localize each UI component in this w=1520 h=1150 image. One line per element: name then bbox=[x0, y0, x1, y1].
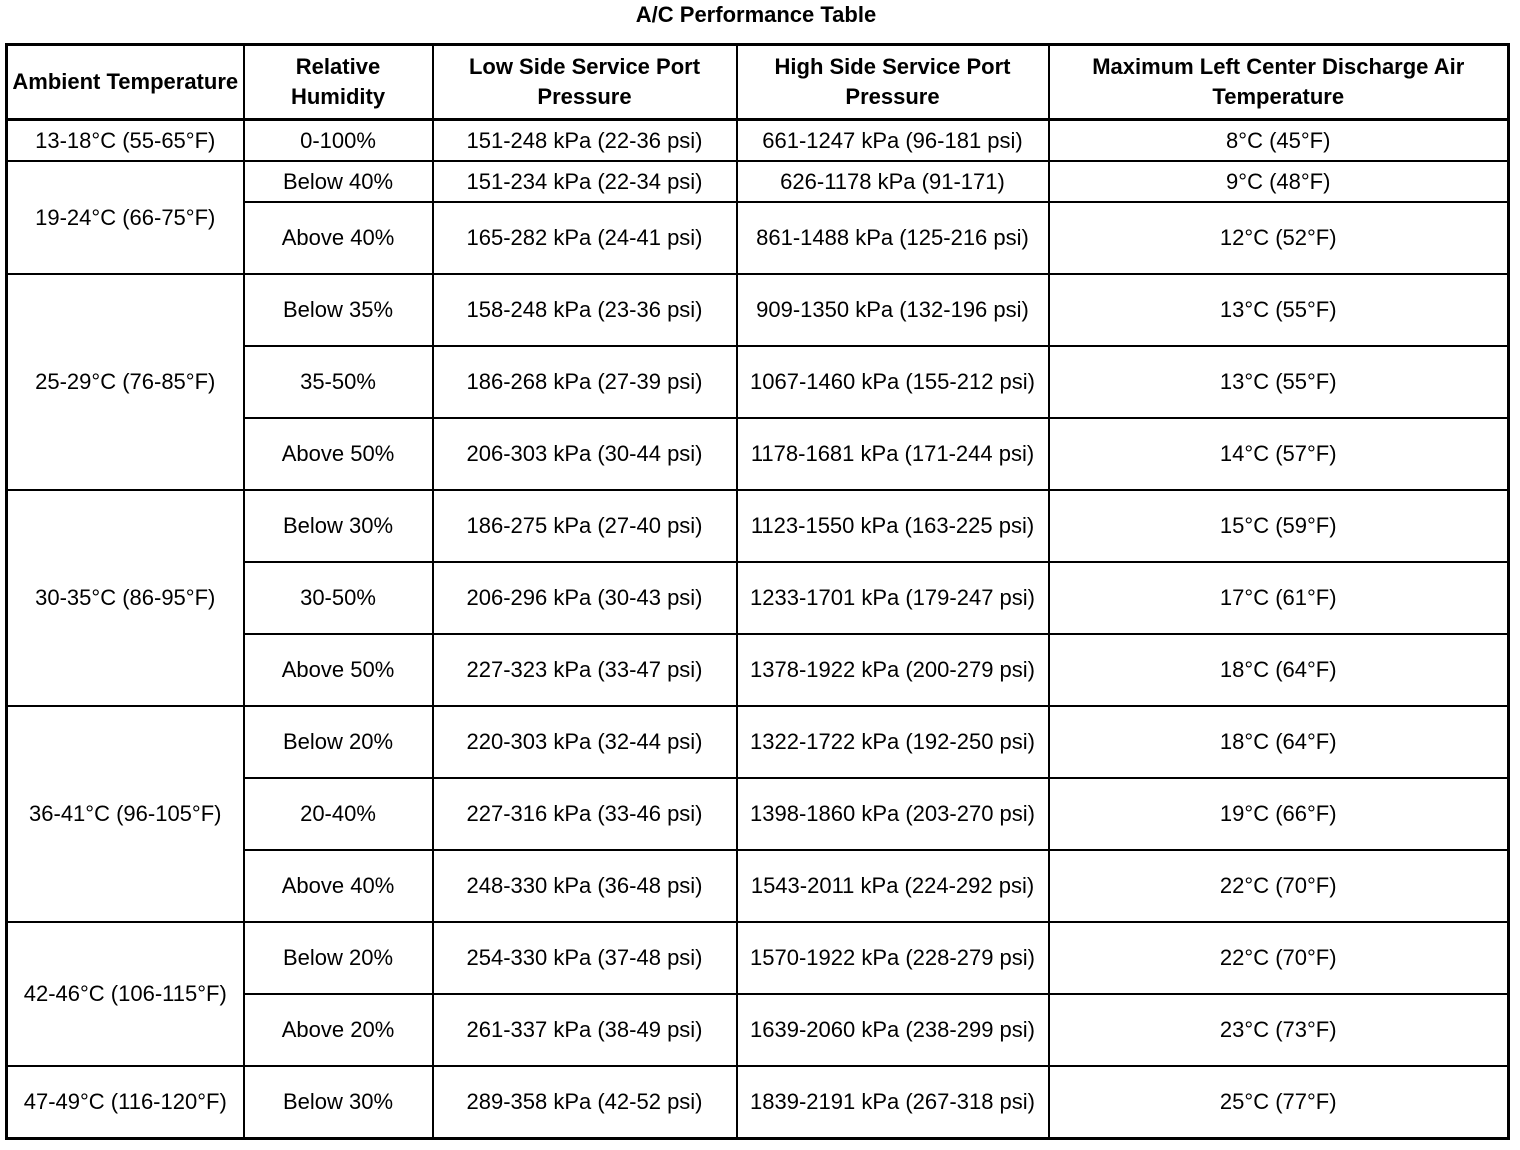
header-high-side-pressure: High Side Service Port Pressure bbox=[737, 45, 1049, 120]
header-ambient-temperature: Ambient Temperature bbox=[7, 45, 244, 120]
high-side-pressure-cell: 1067-1460 kPa (155-212 psi) bbox=[737, 346, 1049, 418]
discharge-air-temperature-cell: 22°C (70°F) bbox=[1049, 850, 1509, 922]
low-side-pressure-cell: 206-296 kPa (30-43 psi) bbox=[433, 562, 737, 634]
header-row bbox=[7, 45, 1509, 120]
low-side-pressure-cell: 248-330 kPa (36-48 psi) bbox=[433, 850, 737, 922]
high-side-pressure-cell: 861-1488 kPa (125-216 psi) bbox=[737, 202, 1049, 274]
table-row bbox=[7, 120, 1509, 162]
low-side-pressure-cell: 261-337 kPa (38-49 psi) bbox=[433, 994, 737, 1066]
header-discharge-air-temperature: Maximum Left Center Discharge Air Temperature bbox=[1049, 45, 1509, 120]
high-side-pressure-cell: 661-1247 kPa (96-181 psi) bbox=[737, 120, 1049, 162]
relative-humidity-cell: 0-100% bbox=[244, 120, 433, 162]
high-side-pressure-cell: 1543-2011 kPa (224-292 psi) bbox=[737, 850, 1049, 922]
relative-humidity-cell: Below 35% bbox=[244, 274, 433, 346]
high-side-pressure-cell: 909-1350 kPa (132-196 psi) bbox=[737, 274, 1049, 346]
relative-humidity-cell: Above 50% bbox=[244, 418, 433, 490]
high-side-pressure-cell: 1639-2060 kPa (238-299 psi) bbox=[737, 994, 1049, 1066]
table-row bbox=[7, 706, 1509, 778]
high-side-pressure-cell: 1839-2191 kPa (267-318 psi) bbox=[737, 1066, 1049, 1139]
low-side-pressure-cell: 151-234 kPa (22-34 psi) bbox=[433, 161, 737, 202]
discharge-air-temperature-cell: 25°C (77°F) bbox=[1049, 1066, 1509, 1139]
ambient-temperature-cell: 13-18°C (55-65°F) bbox=[7, 120, 244, 162]
relative-humidity-cell: Below 20% bbox=[244, 922, 433, 994]
relative-humidity-cell: Below 20% bbox=[244, 706, 433, 778]
high-side-pressure-cell: 1378-1922 kPa (200-279 psi) bbox=[737, 634, 1049, 706]
table-row bbox=[7, 161, 1509, 202]
relative-humidity-cell: Below 30% bbox=[244, 1066, 433, 1139]
discharge-air-temperature-cell: 17°C (61°F) bbox=[1049, 562, 1509, 634]
ac-performance-table bbox=[5, 43, 1510, 1140]
relative-humidity-cell: Above 20% bbox=[244, 994, 433, 1066]
table-row bbox=[7, 1066, 1509, 1139]
high-side-pressure-cell: 1570-1922 kPa (228-279 psi) bbox=[737, 922, 1049, 994]
high-side-pressure-cell: 626-1178 kPa (91-171) bbox=[737, 161, 1049, 202]
discharge-air-temperature-cell: 12°C (52°F) bbox=[1049, 202, 1509, 274]
low-side-pressure-cell: 186-275 kPa (27-40 psi) bbox=[433, 490, 737, 562]
low-side-pressure-cell: 227-316 kPa (33-46 psi) bbox=[433, 778, 737, 850]
relative-humidity-cell: 20-40% bbox=[244, 778, 433, 850]
discharge-air-temperature-cell: 18°C (64°F) bbox=[1049, 634, 1509, 706]
relative-humidity-cell: Below 40% bbox=[244, 161, 433, 202]
relative-humidity-cell: 35-50% bbox=[244, 346, 433, 418]
relative-humidity-cell: Above 50% bbox=[244, 634, 433, 706]
high-side-pressure-cell: 1322-1722 kPa (192-250 psi) bbox=[737, 706, 1049, 778]
low-side-pressure-cell: 151-248 kPa (22-36 psi) bbox=[433, 120, 737, 162]
discharge-air-temperature-cell: 9°C (48°F) bbox=[1049, 161, 1509, 202]
discharge-air-temperature-cell: 8°C (45°F) bbox=[1049, 120, 1509, 162]
high-side-pressure-cell: 1178-1681 kPa (171-244 psi) bbox=[737, 418, 1049, 490]
low-side-pressure-cell: 254-330 kPa (37-48 psi) bbox=[433, 922, 737, 994]
table-row bbox=[7, 274, 1509, 346]
relative-humidity-cell: Below 30% bbox=[244, 490, 433, 562]
table-title: A/C Performance Table bbox=[635, 2, 877, 27]
discharge-air-temperature-cell: 15°C (59°F) bbox=[1049, 490, 1509, 562]
discharge-air-temperature-cell: 13°C (55°F) bbox=[1049, 274, 1509, 346]
low-side-pressure-cell: 220-303 kPa (32-44 psi) bbox=[433, 706, 737, 778]
low-side-pressure-cell: 165-282 kPa (24-41 psi) bbox=[433, 202, 737, 274]
low-side-pressure-cell: 158-248 kPa (23-36 psi) bbox=[433, 274, 737, 346]
ambient-temperature-cell: 36-41°C (96-105°F) bbox=[7, 706, 244, 922]
table-row bbox=[7, 490, 1509, 562]
relative-humidity-cell: Above 40% bbox=[244, 850, 433, 922]
relative-humidity-cell: Above 40% bbox=[244, 202, 433, 274]
discharge-air-temperature-cell: 23°C (73°F) bbox=[1049, 994, 1509, 1066]
discharge-air-temperature-cell: 13°C (55°F) bbox=[1049, 346, 1509, 418]
low-side-pressure-cell: 206-303 kPa (30-44 psi) bbox=[433, 418, 737, 490]
discharge-air-temperature-cell: 14°C (57°F) bbox=[1049, 418, 1509, 490]
discharge-air-temperature-cell: 19°C (66°F) bbox=[1049, 778, 1509, 850]
low-side-pressure-cell: 186-268 kPa (27-39 psi) bbox=[433, 346, 737, 418]
ambient-temperature-cell: 42-46°C (106-115°F) bbox=[7, 922, 244, 1066]
table-row bbox=[7, 922, 1509, 994]
high-side-pressure-cell: 1398-1860 kPa (203-270 psi) bbox=[737, 778, 1049, 850]
low-side-pressure-cell: 227-323 kPa (33-47 psi) bbox=[433, 634, 737, 706]
discharge-air-temperature-cell: 22°C (70°F) bbox=[1049, 922, 1509, 994]
ambient-temperature-cell: 47-49°C (116-120°F) bbox=[7, 1066, 244, 1139]
header-relative-humidity: Relative Humidity bbox=[244, 45, 433, 120]
ambient-temperature-cell: 25-29°C (76-85°F) bbox=[7, 274, 244, 490]
relative-humidity-cell: 30-50% bbox=[244, 562, 433, 634]
header-low-side-pressure: Low Side Service Port Pressure bbox=[433, 45, 737, 120]
discharge-air-temperature-cell: 18°C (64°F) bbox=[1049, 706, 1509, 778]
ambient-temperature-cell: 30-35°C (86-95°F) bbox=[7, 490, 244, 706]
low-side-pressure-cell: 289-358 kPa (42-52 psi) bbox=[433, 1066, 737, 1139]
ambient-temperature-cell: 19-24°C (66-75°F) bbox=[7, 161, 244, 274]
high-side-pressure-cell: 1123-1550 kPa (163-225 psi) bbox=[737, 490, 1049, 562]
high-side-pressure-cell: 1233-1701 kPa (179-247 psi) bbox=[737, 562, 1049, 634]
